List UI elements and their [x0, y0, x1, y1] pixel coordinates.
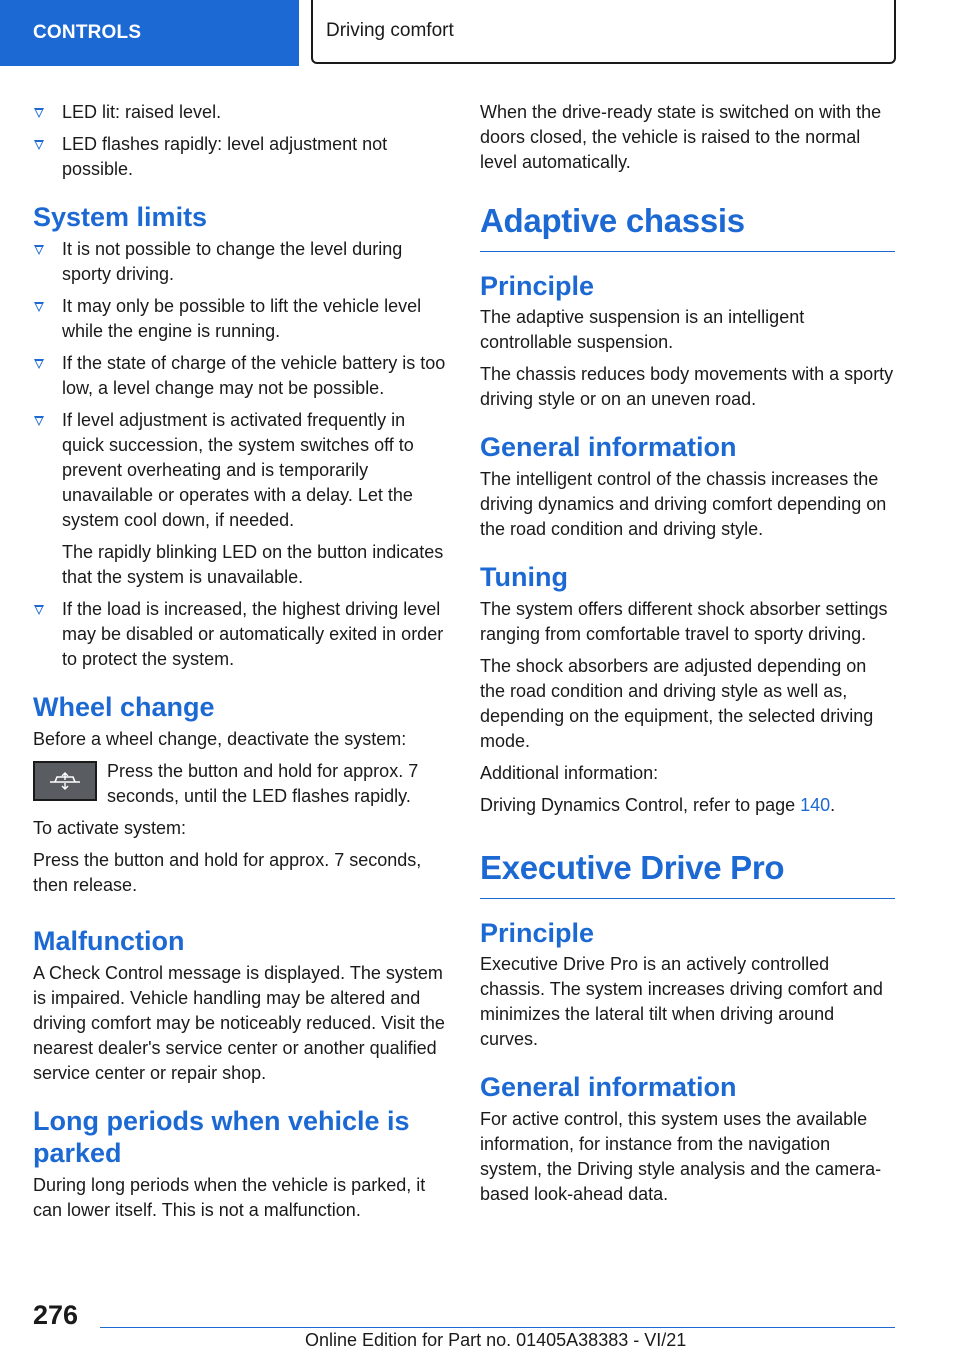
left-column	[33, 100, 448, 1230]
system-limits-heading: System limits	[33, 202, 208, 232]
wheel-change-heading: Wheel change	[33, 692, 215, 722]
button-instruction	[33, 759, 448, 809]
activate-label: To activate system:	[33, 818, 187, 838]
bullet-triangle-icon	[34, 245, 44, 255]
button-instruction-text: Press the button and hold for approx. 7 seconds, until the LED flashes rapidly.	[107, 761, 419, 806]
adaptive-principle-heading: Principle	[480, 271, 595, 301]
bullet-triangle-icon	[34, 302, 44, 312]
bullet-triangle-icon	[34, 605, 44, 615]
list-item: If level adjustment is activated frequently in quick succession, the system switches off to prevent overheating and is temporarily unavailable or operates with a delay. Let the system cool down, if needed. The rapidly blinking LED on the button indicates that the system is unavailable.	[33, 408, 448, 590]
bullet-triangle-icon	[34, 416, 44, 426]
list-item: If the load is increased, the highest driving level may be disabled or automatically exited in order to protect the system.	[33, 597, 448, 672]
list-item: It may only be possible to lift the vehicle level while the engine is running.	[33, 294, 448, 344]
page-link[interactable]: 140	[800, 795, 831, 815]
executive-principle-heading: Principle	[480, 918, 595, 948]
right-column	[480, 100, 895, 1214]
executive-principle-text: Executive Drive Pro is an actively controlled chassis. The system increases driving comfort and minimizes the lateral tilt when driving around curves.	[480, 954, 883, 1049]
drive-ready-text: When the drive-ready state is switched on with the doors closed, the vehicle is raised to the normal level automatically.	[480, 102, 882, 172]
status-list	[33, 100, 448, 182]
vehicle-level-button-icon	[33, 761, 97, 801]
executive-drive-heading: Executive Drive Pro	[480, 848, 895, 899]
edition-note: Online Edition for Part no. 01405A38383 - VI/21	[305, 1330, 687, 1350]
activate-text: Press the button and hold for approx. 7 seconds, then release.	[33, 850, 422, 895]
executive-general-heading: General information	[480, 1072, 737, 1102]
bullet-triangle-icon	[34, 359, 44, 369]
wheel-change-intro: Before a wheel change, deactivate the system:	[33, 729, 407, 749]
additional-info-label: Additional information:	[480, 763, 659, 783]
page-header	[0, 0, 960, 66]
system-limits-list	[33, 237, 448, 672]
footer-divider	[100, 1327, 895, 1328]
tuning-p1: The system offers different shock absorber settings ranging from comfortable travel to sporty driving.	[480, 599, 888, 644]
list-item: LED lit: raised level.	[33, 100, 448, 125]
chapter-title: Driving comfort	[311, 0, 896, 64]
list-item-note: The rapidly blinking LED on the button indicates that the system is unavailable.	[62, 542, 444, 587]
tuning-p2: The shock absorbers are adjusted depending on the road condition and driving style as well as, depending on the equipment, the selected driving mode.	[480, 656, 874, 751]
adaptive-general-text: The intelligent control of the chassis increases the driving dynamics and driving comfort depending on the road condition and driving style.	[480, 469, 887, 539]
adaptive-principle-p2: The chassis reduces body movements with a sporty driving style or on an uneven road.	[480, 364, 894, 409]
malfunction-text: A Check Control message is displayed. The system is impaired. Vehicle handling may be altered and driving comfort may be noticeably reduced. Visit the nearest dealer's service center or another qualified service center or repair shop.	[33, 963, 445, 1083]
list-item: It is not possible to change the level during sporty driving.	[33, 237, 448, 287]
long-periods-heading: Long periods when vehicle is parked	[33, 1106, 410, 1168]
page-reference: Driving Dynamics Control, refer to page 140.	[480, 795, 836, 815]
bullet-triangle-icon	[34, 108, 44, 118]
adaptive-principle-p1: The adaptive suspension is an intelligent controllable suspension.	[480, 307, 805, 352]
executive-general-text: For active control, this system uses the available information, for instance from the navigation system, the Driving style analysis and the camera-based look-ahead data.	[480, 1109, 882, 1204]
section-tab[interactable]: CONTROLS	[0, 0, 299, 66]
bullet-triangle-icon	[34, 140, 44, 150]
list-item: If the state of charge of the vehicle battery is too low, a level change may not be possible.	[33, 351, 448, 401]
list-item: LED flashes rapidly: level adjustment not possible.	[33, 132, 448, 182]
lift-arrows-icon	[48, 772, 82, 790]
adaptive-general-heading: General information	[480, 432, 737, 462]
adaptive-chassis-heading: Adaptive chassis	[480, 201, 895, 252]
tuning-heading: Tuning	[480, 562, 568, 592]
long-periods-text: During long periods when the vehicle is parked, it can lower itself. This is not a malfunction.	[33, 1175, 426, 1220]
malfunction-heading: Malfunction	[33, 926, 185, 956]
page-number: 276	[33, 1300, 79, 1330]
